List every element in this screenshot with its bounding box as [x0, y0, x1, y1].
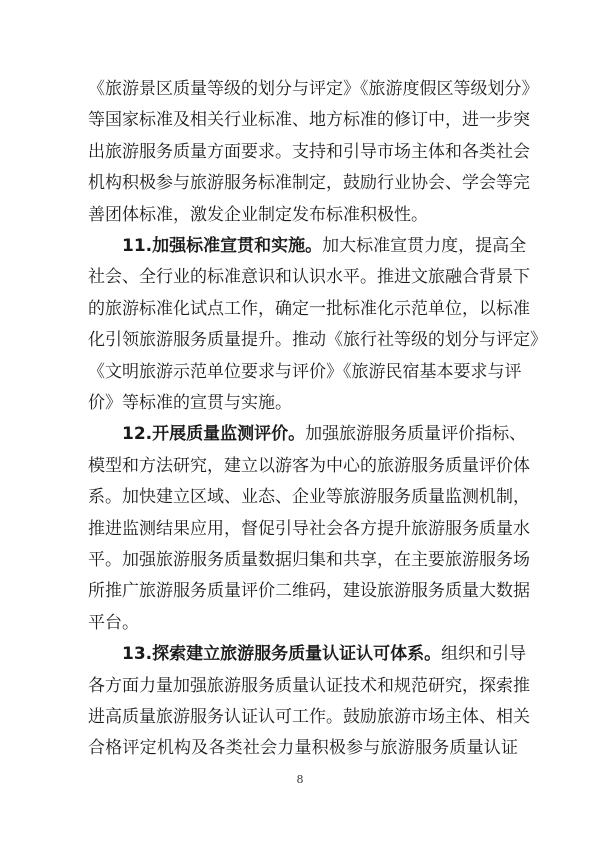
paragraph-line: 化引领旅游服务质量提升。推动《旅行社等级的划分与评定》 [88, 330, 547, 351]
paragraph-line: 进高质量旅游服务认证认可工作。鼓励旅游市场主体、相关 [88, 707, 530, 727]
paragraph-line: 平台。 [88, 612, 139, 633]
paragraph-line: 系。加快建立区域、业态、企业等旅游服务质量监测机制， [88, 487, 530, 508]
paragraph-line: 合格评定机构及各类社会力量积极参与旅游服务质量认证 [88, 738, 518, 759]
paragraph-line: 出旅游服务质量方面要求。支持和引导市场主体和各类社会 [88, 141, 530, 162]
paragraph-text: 加强旅游服务质量评价指标、 [305, 424, 527, 445]
section-12-first-line [122, 419, 527, 449]
paragraph-line: 的旅游标准化试点工作，确定一批标准化示范单位，以标准 [88, 298, 530, 319]
section-heading: 13.探索建立旅游服务质量认证认可体系。 [122, 644, 442, 665]
paragraph-line: 《旅游景区质量等级的划分与评定》《旅游度假区等级划分》 [88, 79, 539, 99]
paragraph-line: 善团体标准，激发企业制定发布标准积极性。 [88, 204, 428, 225]
paragraph-line: 等国家标准及相关行业标准、地方标准的修订中，进一步突 [88, 110, 530, 131]
paragraph-line: 模型和方法研究，建立以游客为中心的旅游服务质量评价体 [88, 455, 530, 476]
paragraph-line: 各方面力量加强旅游服务质量认证技术和规范研究，探索推 [88, 675, 530, 696]
paragraph-text: 加大标准宣贯力度，提高全 [322, 236, 527, 256]
section-heading: 11.加强标准宣贯和实施。 [122, 236, 323, 256]
section-11-first-line [122, 231, 527, 261]
paragraph-line: 所推广旅游服务质量评价二维码，建设旅游服务质量大数据 [88, 581, 530, 602]
section-heading: 12.开展质量监测评价。 [122, 424, 306, 445]
page-number: 8 [296, 772, 304, 786]
paragraph-line: 社会、全行业的标准意识和认识水平。推进文旅融合背景下 [88, 267, 530, 288]
section-13-first-line [122, 639, 527, 669]
paragraph-line: 推进监测结果应用，督促引导社会各方提升旅游服务质量水 [88, 518, 530, 539]
paragraph-line: 机构积极参与旅游服务标准制定，鼓励行业协会、学会等完 [88, 173, 530, 194]
paragraph-line: 平。加强旅游服务质量数据归集和共享，在主要旅游服务场 [88, 550, 530, 570]
paragraph-line: 价》等标准的宣贯与实施。 [88, 393, 292, 413]
paragraph-text: 组织和引导 [441, 644, 527, 665]
paragraph-line: 《文明旅游示范单位要求与评价》《旅游民宿基本要求与评 [88, 361, 522, 382]
